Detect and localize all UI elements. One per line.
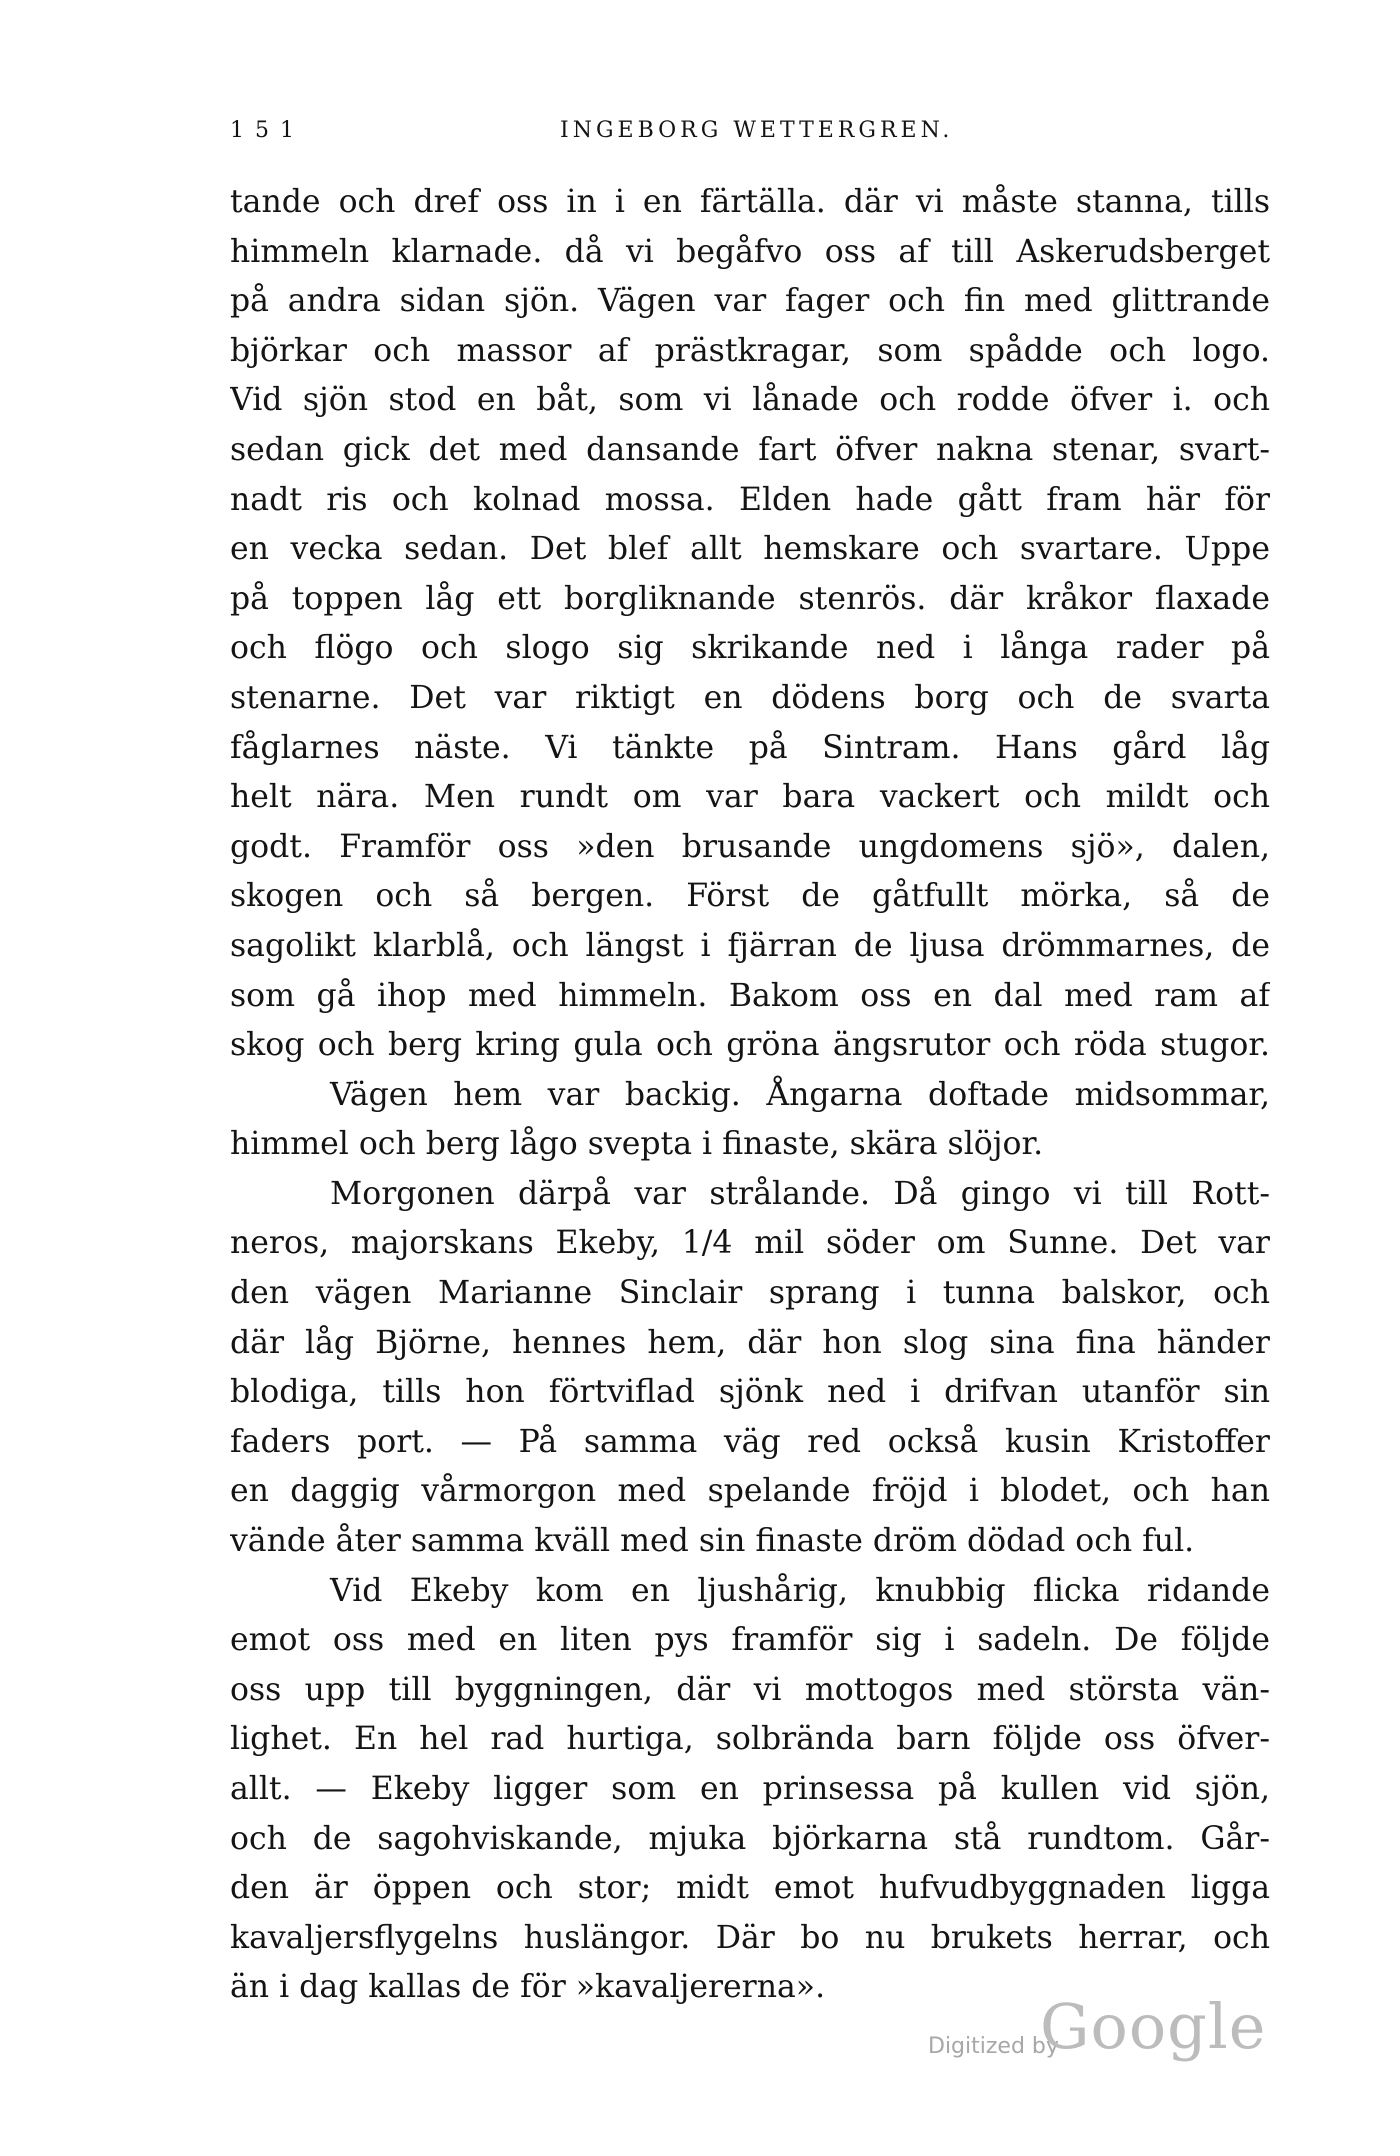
running-head: [230, 118, 1270, 148]
text-line: en daggig vårmorgon med spelande fröjd i blodet, och han: [230, 1473, 1270, 1510]
text-line: godt. Framför oss »den brusande ungdomens sjö», dalen,: [230, 828, 1270, 865]
text-line: lighet. En hel rad hurtiga, solbrända barn följde oss öfver-: [230, 1721, 1270, 1758]
text-line: sagolikt klarblå, och längst i fjärran de ljusa drömmarnes, de: [230, 927, 1270, 964]
running-title: INGEBORG WETTERGREN.: [560, 118, 954, 143]
watermark-prefix: Digitized by: [928, 2034, 1059, 2059]
text-line: på toppen låg ett borgliknande stenrös. där kråkor flaxade: [230, 580, 1270, 617]
text-line: björkar och massor af prästkragar, som spådde och logo.: [230, 332, 1270, 369]
text-line: himmel och berg lågo svepta i finaste, skära slöjor.: [230, 1126, 1044, 1163]
text-line: blodiga, tills hon förtviflad sjönk ned i drifvan utanför sin: [230, 1374, 1270, 1411]
text-line: nadt ris och kolnad mossa. Elden hade gått fram här för: [230, 481, 1270, 518]
text-line: den vägen Marianne Sinclair sprang i tunna balskor, och: [230, 1275, 1270, 1312]
text-line: Morgonen därpå var strålande. Då gingo vi till Rott-: [330, 1175, 1270, 1212]
text-line: skogen och så bergen. Först de gåtfullt mörka, så de: [230, 878, 1270, 915]
text-line: allt. — Ekeby ligger som en prinsessa på kullen vid sjön,: [230, 1771, 1270, 1807]
text-line: oss upp till byggningen, där vi mottogos med största vän-: [230, 1671, 1270, 1708]
text-line: som gå ihop med himmeln. Bakom oss en dal med ram af: [230, 977, 1270, 1014]
text-line: än i dag kallas de för »kavaljererna».: [230, 1969, 826, 2006]
text-line: faders port. — På samma väg red också kusin Kristoffer: [230, 1423, 1270, 1460]
text-line: vände åter samma kväll med sin finaste dröm dödad och ful.: [230, 1523, 1195, 1560]
text-line: Vägen hem var backig. Ångarna doftade midsommar,: [330, 1076, 1270, 1113]
text-line: på andra sidan sjön. Vägen var fager och fin med glittrande: [230, 283, 1270, 320]
text-line: sedan gick det med dansande fart öfver nakna stenar, svart-: [230, 431, 1270, 468]
text-line: och de sagohviskande, mjuka björkarna stå rundtom. Går-: [230, 1820, 1270, 1857]
text-line: en vecka sedan. Det blef allt hemskare och svartare. Uppe: [230, 531, 1270, 568]
text-line: kavaljersflygelns huslängor. Där bo nu brukets herrar, och: [230, 1919, 1270, 1956]
text-line: emot oss med en liten pys framför sig i sadeln. De följde: [230, 1622, 1270, 1659]
text-line: himmeln klarnade. då vi begåfvo oss af till Askerudsberget: [230, 233, 1270, 270]
text-line: skog och berg kring gula och gröna ängsrutor och röda stugor.: [230, 1027, 1270, 1064]
text-line: där låg Björne, hennes hem, där hon slog sina fina händer: [230, 1324, 1270, 1361]
text-line: fåglarnes näste. Vi tänkte på Sintram. Hans gård låg: [230, 729, 1270, 766]
text-line: Vid sjön stod en båt, som vi lånade och rodde öfver i. och: [230, 382, 1270, 419]
text-line: den är öppen och stor; midt emot hufvudbyggnaden ligga: [230, 1870, 1270, 1907]
digitized-by-google-watermark: [928, 1986, 1267, 2076]
text-line: neros, majorskans Ekeby, 1/4 mil söder om Sunne. Det var: [230, 1225, 1270, 1262]
text-line: och flögo och slogo sig skrikande ned i långa rader på: [230, 630, 1270, 667]
text-line: tande och dref oss in i en färtälla. där vi måste stanna, tills: [230, 184, 1270, 220]
page-number: 1 5 1: [230, 118, 296, 143]
text-line: helt nära. Men rundt om var bara vackert och mildt och: [230, 779, 1270, 816]
google-logo: Google: [1040, 1990, 1267, 2063]
body-text: [230, 178, 1270, 2013]
text-line: Vid Ekeby kom en ljushårig, knubbig flicka ridande: [330, 1572, 1270, 1609]
text-line: stenarne. Det var riktigt en dödens borg och de svarta: [230, 679, 1270, 716]
